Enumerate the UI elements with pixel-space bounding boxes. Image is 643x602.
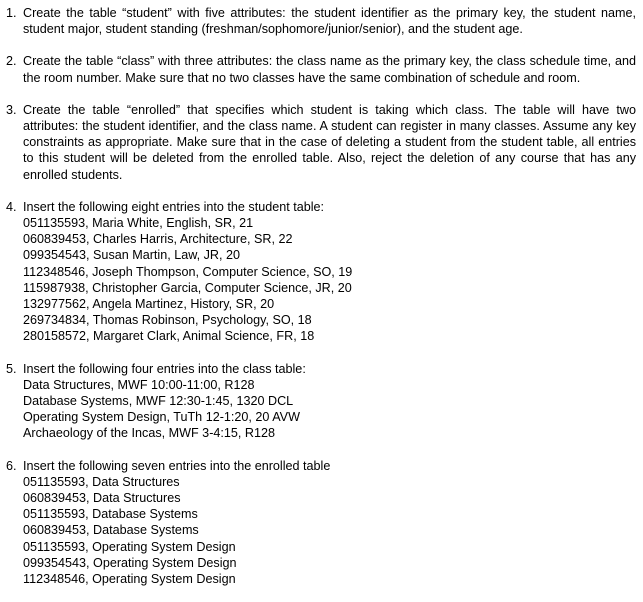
task-number: 1. [6,6,17,20]
student-entry: 099354543, Susan Martin, Law, JR, 20 [23,248,241,263]
task-number: 4. [6,199,17,214]
task-item-2 [6,53,636,85]
task-text: Create the table “class” with three attributes: the class name as the primary key, the class schedule time, and the room number. Make sure that no two classes have the same combination of schedule and room. [23,54,636,85]
class-entry: Data Structures, MWF 10:00-11:00, R128 [23,377,255,392]
task-number: 2. [6,54,17,69]
task-number: 3. [6,102,17,117]
enrolled-entry: 112348546, Operating System Design [23,572,236,587]
student-entry: 269734834, Thomas Robinson, Psychology, SO, 18 [23,313,312,328]
task-item-4 [6,199,636,345]
student-entry: 115987938, Christopher Garcia, Computer Science, JR, 20 [23,280,352,295]
student-entry: 051135593, Maria White, English, SR, 21 [23,216,254,231]
enrolled-entry: 051135593, Database Systems [23,507,198,522]
task-text: Create the table “enrolled” that specifies which student is taking which class. The table will have two attributes: the student identifier, and the class name. A student can register in many classes. Assume any key constraints as appropriate. Make sure that in the case of deleting a student from the student table, all entries to this student will be deleted from the enrolled table. Also, reject the deletion of any course that has any enrolled students. [23,102,636,182]
task-item-6 [6,458,636,588]
assignment-document [6,5,636,587]
enrolled-entry: 060839453, Database Systems [23,523,199,538]
student-entry: 060839453, Charles Harris, Architecture, SR, 22 [23,232,293,247]
student-entry: 280158572, Margaret Clark, Animal Science, FR, 18 [23,329,315,344]
task-item-3 [6,102,636,183]
task-number: 5. [6,361,17,376]
enrolled-entry: 051135593, Operating System Design [23,539,236,554]
task-heading: Insert the following eight entries into the student table: [23,199,325,214]
class-entry: Operating System Design, TuTh 12-1:20, 20 AVW [23,410,300,425]
task-item-5 [6,361,636,442]
class-entry: Archaeology of the Incas, MWF 3-4:15, R128 [23,426,275,441]
enrolled-entry: 051135593, Data Structures [23,474,180,489]
task-number: 6. [6,458,17,473]
student-entry: 112348546, Joseph Thompson, Computer Science, SO, 19 [23,264,353,279]
task-heading: Insert the following seven entries into the enrolled table [23,458,331,473]
enrolled-entry: 099354543, Operating System Design [23,555,237,570]
task-item-1 [6,5,636,37]
enrolled-entry: 060839453, Data Structures [23,491,181,506]
task-text: Create the table “student” with five attributes: the student identifier as the primary key, the student name, student major, student standing (freshman/sophomore/junior/senior), and the student age. [23,6,636,37]
task-heading: Insert the following four entries into the class table: [23,361,306,376]
student-entry: 132977562, Angela Martinez, History, SR, 20 [23,297,275,312]
class-entry: Database Systems, MWF 12:30-1:45, 1320 DCL [23,394,294,409]
